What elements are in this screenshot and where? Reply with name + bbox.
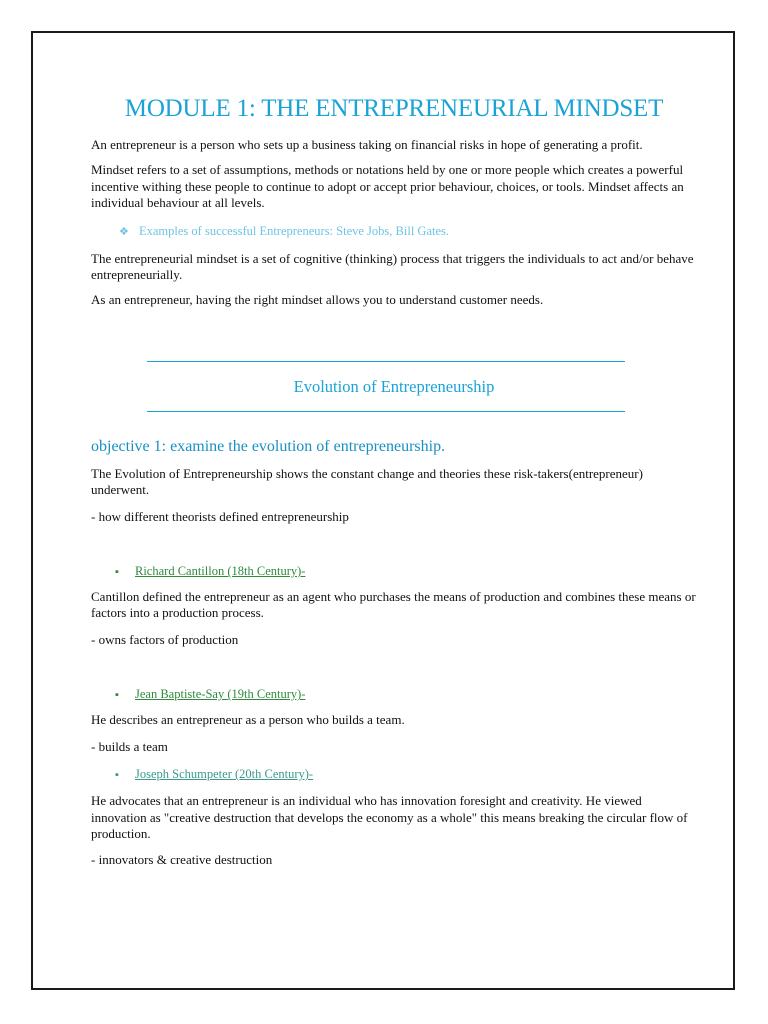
theorist-desc-say: He describes an entrepreneur as a person who builds a team. bbox=[91, 712, 405, 728]
theorist-link-cantillon[interactable]: Richard Cantillon (18th Century)- bbox=[135, 564, 306, 579]
intro-paragraph-3: The entrepreneurial mindset is a set of cognitive (thinking) process that triggers the individuals to act and/or behave entrepreneurially. bbox=[91, 250, 694, 283]
theorist-item-cantillon bbox=[115, 563, 697, 580]
intro-paragraph-1: An entrepreneur is a person who sets up a business taking on financial risks in hope of generating a profit. bbox=[91, 137, 643, 152]
theorist-link-schumpeter[interactable]: Joseph Schumpeter (20th Century)- bbox=[135, 767, 314, 782]
section-heading: Evolution of Entrepreneurship bbox=[293, 376, 495, 396]
section-rule-top bbox=[147, 361, 625, 362]
square-bullet-icon: ▪ bbox=[115, 769, 119, 782]
page-title: MODULE 1: THE ENTREPRENEURIAL MINDSET bbox=[124, 95, 664, 122]
examples-text: Examples of successful Entrepreneurs: Steve Jobs, Bill Gates. bbox=[139, 223, 449, 238]
theorist-link-say[interactable]: Jean Baptiste-Say (19th Century)- bbox=[135, 687, 306, 702]
objective-heading: objective 1: examine the evolution of entrepreneurship. bbox=[91, 437, 446, 455]
theorist-note-schumpeter: - innovators & creative destruction bbox=[91, 852, 273, 868]
examples-bullet bbox=[119, 223, 697, 240]
theorist-desc-cantillon: Cantillon defined the entrepreneur as an agent who purchases the means of production and combines these means or factors into a production process. bbox=[91, 589, 696, 621]
section-rule-bottom bbox=[147, 411, 625, 412]
page-content bbox=[91, 93, 697, 869]
diamond-bullet-icon: ❖ bbox=[119, 225, 129, 238]
objective-note: - how different theorists defined entrepreneurship bbox=[91, 508, 349, 524]
theorist-item-schumpeter bbox=[115, 766, 697, 783]
theorist-note-say: - builds a team bbox=[91, 738, 168, 754]
square-bullet-icon: ▪ bbox=[115, 689, 119, 702]
intro-paragraph-2: Mindset refers to a set of assumptions, methods or notations held by one or more people which creates a powerful incentive withing these people to continue to adopt or accept prior behaviour, choices, or tools. Mindset affects an individual behaviour at all levels. bbox=[91, 162, 684, 211]
document-page bbox=[31, 31, 735, 990]
theorist-desc-schumpeter: He advocates that an entrepreneur is an individual who has innovation foresight and creativity. He viewed innovation as "creative destruction that develops the economy as a whole" this means breaking the circular flow of production. bbox=[91, 793, 688, 841]
square-bullet-icon: ▪ bbox=[115, 566, 119, 579]
theorist-note-cantillon: - owns factors of production bbox=[91, 631, 239, 647]
intro-paragraph-4: As an entrepreneur, having the right mindset allows you to understand customer needs. bbox=[91, 292, 544, 308]
objective-paragraph: The Evolution of Entrepreneurship shows the constant change and theories these risk-takers(entrepreneur) underwent. bbox=[91, 465, 643, 498]
theorist-item-say bbox=[115, 686, 697, 703]
